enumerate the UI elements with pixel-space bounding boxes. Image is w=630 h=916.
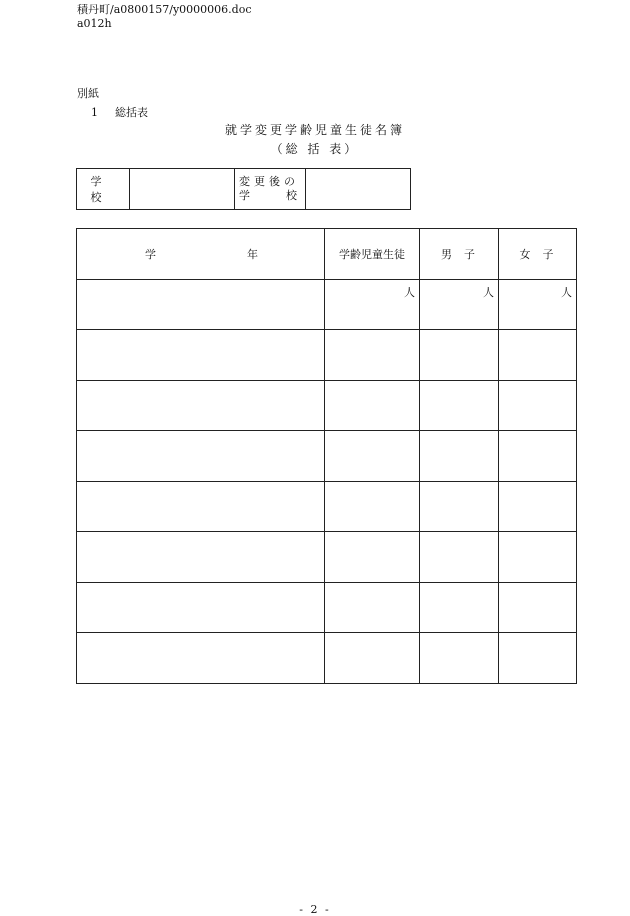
grade-header-a: 学 (145, 247, 156, 261)
students-header: 学齢児童生徒 (325, 229, 420, 280)
summary-header-row (77, 229, 577, 280)
students-cell[interactable] (325, 582, 420, 633)
unit-label: 人 (483, 285, 494, 299)
girls-cell[interactable] (499, 633, 577, 684)
grade-cell[interactable] (77, 633, 325, 684)
changed-label-line2-b: 校 (286, 189, 297, 202)
file-code: a012h (77, 17, 112, 30)
section-heading (91, 104, 148, 120)
grade-cell[interactable] (77, 481, 325, 532)
boys-cell[interactable] (420, 330, 499, 381)
students-cell[interactable] (325, 633, 420, 684)
section-label: 総括表 (115, 106, 148, 119)
changed-label-line1: 変更後の (239, 175, 299, 188)
girls-cell[interactable] (499, 532, 577, 583)
unit-label: 人 (404, 285, 415, 299)
girls-cell[interactable] (499, 481, 577, 532)
grade-cell[interactable] (77, 330, 325, 381)
grade-header (77, 229, 325, 280)
grade-cell[interactable] (77, 279, 325, 330)
girls-header: 女子 (499, 229, 577, 280)
girls-cell[interactable] (499, 279, 577, 330)
changed-label-line2 (239, 189, 305, 203)
girls-cell[interactable] (499, 380, 577, 431)
students-cell[interactable] (325, 330, 420, 381)
table-row (77, 431, 577, 482)
school-label-cell: 学 校 (77, 169, 130, 210)
girls-cell[interactable] (499, 330, 577, 381)
attachment-label: 別紙 (77, 87, 99, 100)
school-table (76, 168, 411, 210)
boys-header: 男子 (420, 229, 499, 280)
boys-cell[interactable] (420, 582, 499, 633)
file-header (77, 3, 252, 31)
grade-cell[interactable] (77, 380, 325, 431)
grade-header-b: 年 (247, 247, 258, 261)
changed-label-line2-a: 学 (239, 189, 250, 202)
boys-cell[interactable] (420, 481, 499, 532)
school-value-cell[interactable] (130, 169, 235, 210)
table-row (77, 582, 577, 633)
file-path: 積丹町/a0800157/y0000006.doc (77, 3, 252, 16)
students-cell[interactable] (325, 532, 420, 583)
boys-cell[interactable] (420, 279, 499, 330)
students-cell[interactable] (325, 380, 420, 431)
table-row (77, 633, 577, 684)
summary-table (76, 228, 577, 684)
boys-cell[interactable] (420, 633, 499, 684)
girls-cell[interactable] (499, 582, 577, 633)
boys-cell[interactable] (420, 380, 499, 431)
boys-cell[interactable] (420, 431, 499, 482)
table-row (77, 481, 577, 532)
grade-cell[interactable] (77, 582, 325, 633)
section-number: 1 (91, 106, 98, 119)
table-row (77, 279, 577, 330)
grade-cell[interactable] (77, 431, 325, 482)
document-subtitle: （総 括 表） (270, 142, 360, 156)
unit-label: 人 (561, 285, 572, 299)
document-title: 就学変更学齢児童生徒名簿 (224, 123, 405, 137)
boys-cell[interactable] (420, 532, 499, 583)
students-cell[interactable] (325, 279, 420, 330)
girls-cell[interactable] (499, 431, 577, 482)
grade-cell[interactable] (77, 532, 325, 583)
students-cell[interactable] (325, 431, 420, 482)
changed-school-label-cell (235, 169, 306, 210)
table-row (77, 330, 577, 381)
table-row (77, 380, 577, 431)
students-cell[interactable] (325, 481, 420, 532)
table-row (77, 532, 577, 583)
page-number: - 2 - (299, 903, 331, 916)
changed-school-value-cell[interactable] (306, 169, 411, 210)
